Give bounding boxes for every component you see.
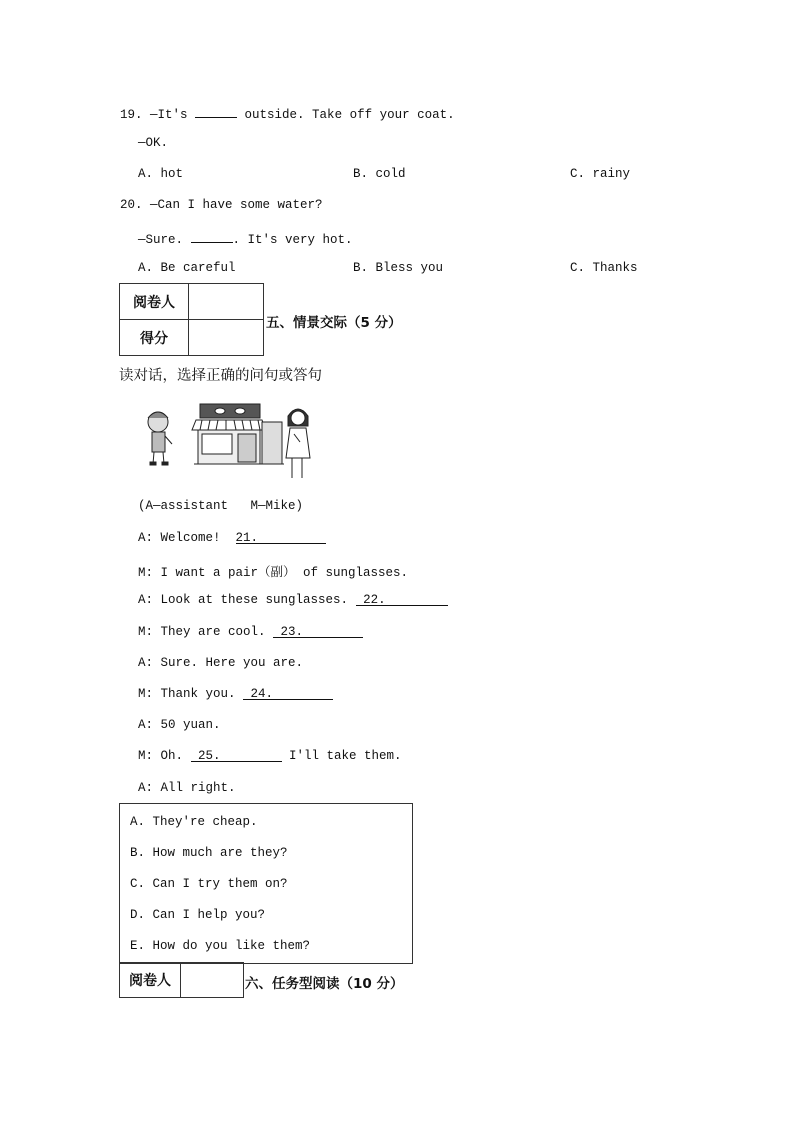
dialogue-line-6: [138, 687, 333, 701]
q20-line2: [138, 230, 353, 247]
dialogue-line-7: A: 50 yuan.: [138, 718, 221, 732]
q19-number: 19.: [120, 108, 143, 122]
dialogue-text: M: They are cool.: [138, 625, 274, 639]
shop-building: [192, 404, 284, 464]
q19-option-a[interactable]: A. hot: [138, 167, 184, 181]
q19-text-post: outside. Take off your coat.: [237, 108, 455, 122]
section6-title: 六、任务型阅读（10 分）: [245, 976, 404, 992]
q19-option-c[interactable]: C. rainy: [570, 167, 631, 181]
answer-option-b[interactable]: B. How much are they?: [130, 846, 288, 860]
section5-title: 五、情景交际（5 分）: [266, 315, 402, 331]
q20-text-post: . It's very hot.: [232, 233, 353, 247]
dialogue-text: M: Oh.: [138, 749, 191, 763]
score-table-section5: [119, 283, 264, 356]
answer-option-a[interactable]: A. They're cheap.: [130, 815, 258, 829]
dialogue-line-5: A: Sure. Here you are.: [138, 656, 304, 670]
roles-legend: (A—assistant M—Mike): [138, 499, 304, 513]
dialogue-line-9: A: All right.: [138, 781, 236, 795]
blank-number: 24.: [250, 687, 274, 701]
dialogue-text-post: I'll take them.: [281, 749, 402, 763]
grader-cell[interactable]: [189, 284, 264, 320]
boy-figure: [148, 412, 172, 465]
q19-option-b[interactable]: B. cold: [353, 167, 406, 181]
answer-blank-24[interactable]: [243, 687, 333, 700]
instruction-text: 读对话，选择正确的问句或答句: [119, 368, 322, 384]
answer-option-d[interactable]: D. Can I help you?: [130, 908, 266, 922]
dialogue-text: A: Look at these sunglasses.: [138, 593, 356, 607]
blank-number: 25.: [198, 749, 221, 763]
answer-option-c[interactable]: C. Can I try them on?: [130, 877, 288, 891]
score-cell[interactable]: [189, 320, 264, 356]
blank-number: 22.: [363, 593, 386, 607]
answer-blank-22[interactable]: [356, 593, 448, 606]
q19-text-pre: —It's: [150, 108, 196, 122]
answer-option-e[interactable]: E. How do you like them?: [130, 939, 311, 953]
answer-blank-25[interactable]: [191, 749, 282, 762]
grader-cell[interactable]: [181, 963, 244, 998]
q20-text-pre: —Sure.: [138, 233, 191, 247]
dialogue-line-4: [138, 625, 363, 639]
q19-line1: [120, 105, 455, 122]
q20-option-b[interactable]: B. Bless you: [353, 261, 444, 275]
grader-label: 阅卷人: [120, 963, 181, 998]
dialogue-line-2: M: I want a pair（副） of sunglasses.: [138, 566, 409, 580]
dialogue-text: A: Welcome!: [138, 531, 229, 545]
answer-options-box: [119, 803, 413, 964]
dialogue-line-3: [138, 593, 448, 607]
q19-line2: —OK.: [138, 136, 169, 150]
dialogue-line-1: [138, 531, 326, 545]
answer-blank-23[interactable]: [273, 625, 363, 638]
shop-illustration: [138, 398, 318, 484]
q20-option-c[interactable]: C. Thanks: [570, 261, 638, 275]
dialogue-line-8: [138, 749, 402, 763]
q20-option-a[interactable]: A. Be careful: [138, 261, 236, 275]
blank-number: 23.: [280, 625, 304, 639]
dialogue-text: M: Thank you.: [138, 687, 244, 701]
woman-figure: [286, 409, 310, 478]
score-label: 得分: [120, 320, 189, 356]
score-table-section6: [119, 962, 244, 998]
q19-blank[interactable]: [195, 105, 237, 118]
q20-line1: 20. —Can I have some water?: [120, 198, 323, 212]
answer-blank-21[interactable]: [236, 531, 326, 544]
q20-blank[interactable]: [191, 230, 233, 243]
grader-label: 阅卷人: [120, 284, 189, 320]
blank-number: 21.: [235, 531, 259, 545]
